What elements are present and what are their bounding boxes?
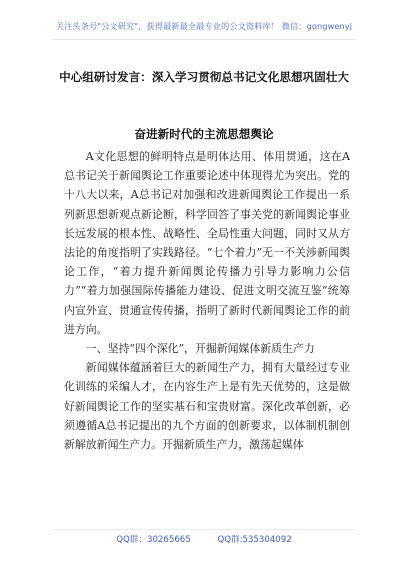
footer-divider: [52, 529, 356, 530]
header-divider: [52, 39, 356, 40]
footer: [0, 533, 408, 545]
document-title-line-2: 奋进新时代的主流思想舆论: [134, 127, 274, 141]
document-title-line-1: 中心组研讨发言：深入学习贯彻总书记文化思想巩固壮大: [59, 70, 349, 84]
body-paragraph-2: 新闻媒体蕴涵着巨大的新闻生产力，拥有大量经过专业化训练的采编人才，在内容生产上是有先天优势的，这是做好新闻舆论工作的坚实基石和宝贵财富。深化改革创新，必须遵循A总书记提出的九个方面的创新要求，以体制机制创新解放新闻生产力。开掘新质生产力，激荡起媒体: [64, 361, 350, 452]
body-paragraph-1: A文化思想的鲜明特点是明体达用、体用贯通，这在A总书记关于新闻舆论工作重要论述中体现得尤为突出。党的十八大以来，A总书记对加强和改进新闻舆论工作提出一系列新思想新观点新论断，科学回答了事关党的新闻舆论事业长远发展的根本性、战略性、全局性重大问题，同时又从方法论的角度指明了实践路径。“七个着力”无一不关涉新闻舆论工作，“着力提升新闻舆论传播力引导力影响力公信力”“着力加强国际传播能力建设、促进文明交流互鉴”统筹内宣外宣、贯通宣传传播，指明了新时代新闻舆论工作的前进方向。: [64, 150, 350, 336]
footer-qq-group-2: QQ群:535304092: [217, 535, 292, 545]
section-heading-1: 一、坚持“四个深化”，开掘新闻媒体新质生产力: [85, 342, 315, 356]
footer-qq-group-1: QQ群：30265665: [116, 535, 191, 545]
document-body: [64, 147, 350, 454]
header-promo-note: 关注头条号"公文研究"，获得最新最全最专业的公文资料库！ 微信：gongwenyj: [55, 21, 353, 31]
